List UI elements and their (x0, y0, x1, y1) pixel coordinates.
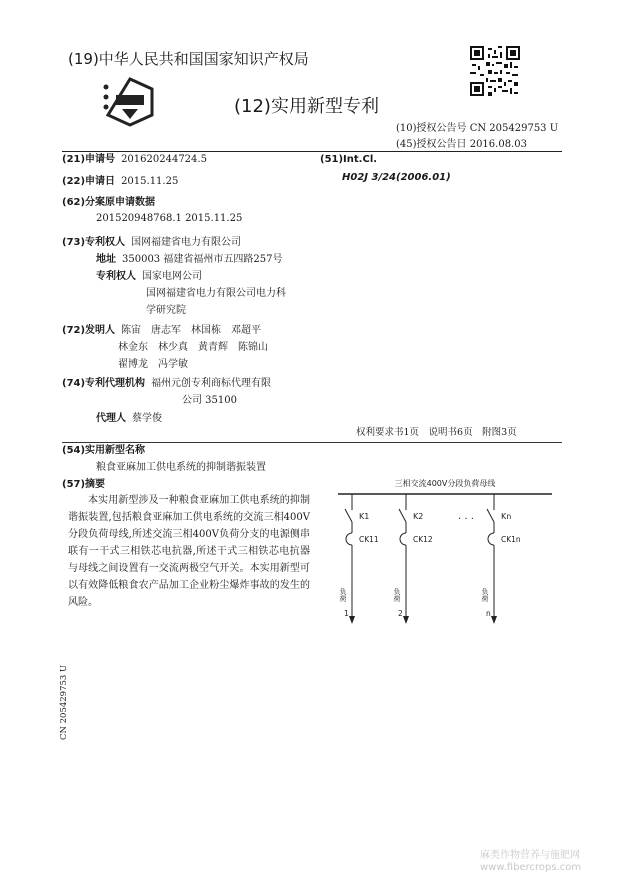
issuing-authority: (19)中华人民共和国国家知识产权局 (68, 50, 309, 68)
reactor-label-2: CK12 (413, 535, 433, 544)
publication-date: (45)授权公告日 2016.08.03 (396, 139, 527, 150)
reactor-label-1: CK11 (359, 535, 379, 544)
qr-code-icon (470, 46, 520, 96)
abstract-text: 本实用新型涉及一种粮食亚麻加工供电系统的抑制谐振装置,包括粮食亚麻加工供电系统的交流三相400V分段负荷母线,所述交流三相400V负荷分支的电源侧串联有一干式三相铁芯电抗器,所述干式三相铁芯电抗器与母线之间设置有一交流两极空气开关。本实用新型可以有效降低粮食农产品加工企业粉尘爆炸事故的发生的风险。 (68, 495, 310, 608)
utility-model-name: 粮食亚麻加工供电系统的抑制谐振装置 (96, 462, 266, 473)
patent-agency: (74)专利代理机构 福州元创专利商标代理有限 (62, 378, 272, 389)
inventors: (72)发明人 陈宙 唐志军 林国栋 邓超平 (62, 325, 262, 336)
inventors-line3: 翟博龙 冯学敏 (118, 359, 188, 370)
load-chars-2: 负荷 (393, 588, 401, 602)
application-date: (22)申请日 2015.11.25 (62, 176, 179, 187)
load-num-n: n (486, 609, 491, 618)
patentee: (73)专利权人 国网福建省电力有限公司 (62, 237, 242, 248)
branch-n (481, 494, 521, 624)
switch-blade-1 (345, 509, 352, 522)
ellipsis-dots: · · · (458, 514, 474, 525)
utility-model-name-label: (54)实用新型名称 (62, 445, 146, 456)
co-patentee-line2: 国网福建省电力有限公司电力科 (146, 288, 286, 299)
co-patentee-line3: 学研究院 (146, 305, 186, 316)
load-num-1: 1 (344, 609, 349, 618)
patent-type: (12)实用新型专利 (234, 96, 379, 117)
switch-label-1: K1 (359, 512, 370, 521)
switch-label-2: K2 (413, 512, 424, 521)
reactor-1 (346, 533, 352, 545)
reactor-n (488, 533, 494, 545)
load-chars-1: 负荷 (339, 588, 347, 602)
publication-number: (10)授权公告号 CN 205429753 U (396, 123, 559, 134)
section-divider (62, 442, 562, 443)
load-num-2: 2 (398, 609, 403, 618)
switch-label-n: Kn (501, 512, 512, 521)
switch-blade-n (487, 509, 494, 522)
arrow-1 (349, 616, 355, 624)
division-data-value: 201520948768.1 2015.11.25 (96, 213, 243, 224)
ipc-value: H02J 3/24(2006.01) (342, 172, 451, 183)
switch-blade-2 (399, 509, 406, 522)
patent-agency-line2: 公司 35100 (182, 395, 237, 406)
ipc-label: (51)Int.Cl. (320, 154, 378, 165)
application-number: (21)申请号 201620244724.5 (62, 154, 207, 165)
header-divider (62, 151, 562, 152)
watermark-url: www.fibercrops.com (480, 862, 582, 873)
division-data-label: (62)分案原申请数据 (62, 197, 156, 208)
page-counts: 权利要求书1页 说明书6页 附图3页 (356, 427, 517, 438)
co-patentee: 专利权人 国家电网公司 (96, 271, 202, 282)
inventors-line2: 林金东 林少真 黄青辉 陈锦山 (118, 342, 268, 353)
branch-1 (339, 494, 379, 624)
abstract-label: (57)摘要 (62, 479, 106, 490)
patent-agent: 代理人 蔡学俊 (96, 413, 162, 424)
watermark-site-name: 麻类作物营养与施肥网 (480, 850, 580, 861)
busbar-label: 三相交流400V分段负荷母线 (394, 479, 496, 488)
branch-2 (393, 494, 433, 624)
load-chars-n: 负荷 (481, 588, 489, 602)
reactor-label-n: CK1n (501, 535, 521, 544)
circuit-figure (330, 476, 560, 636)
arrow-2 (403, 616, 409, 624)
reactor-2 (400, 533, 406, 545)
side-publication-code: CN 205429753 U (59, 664, 69, 740)
arrow-n (491, 616, 497, 624)
address: 地址 350003 福建省福州市五四路257号 (96, 254, 283, 265)
cnipa-emblem-icon (100, 75, 160, 131)
